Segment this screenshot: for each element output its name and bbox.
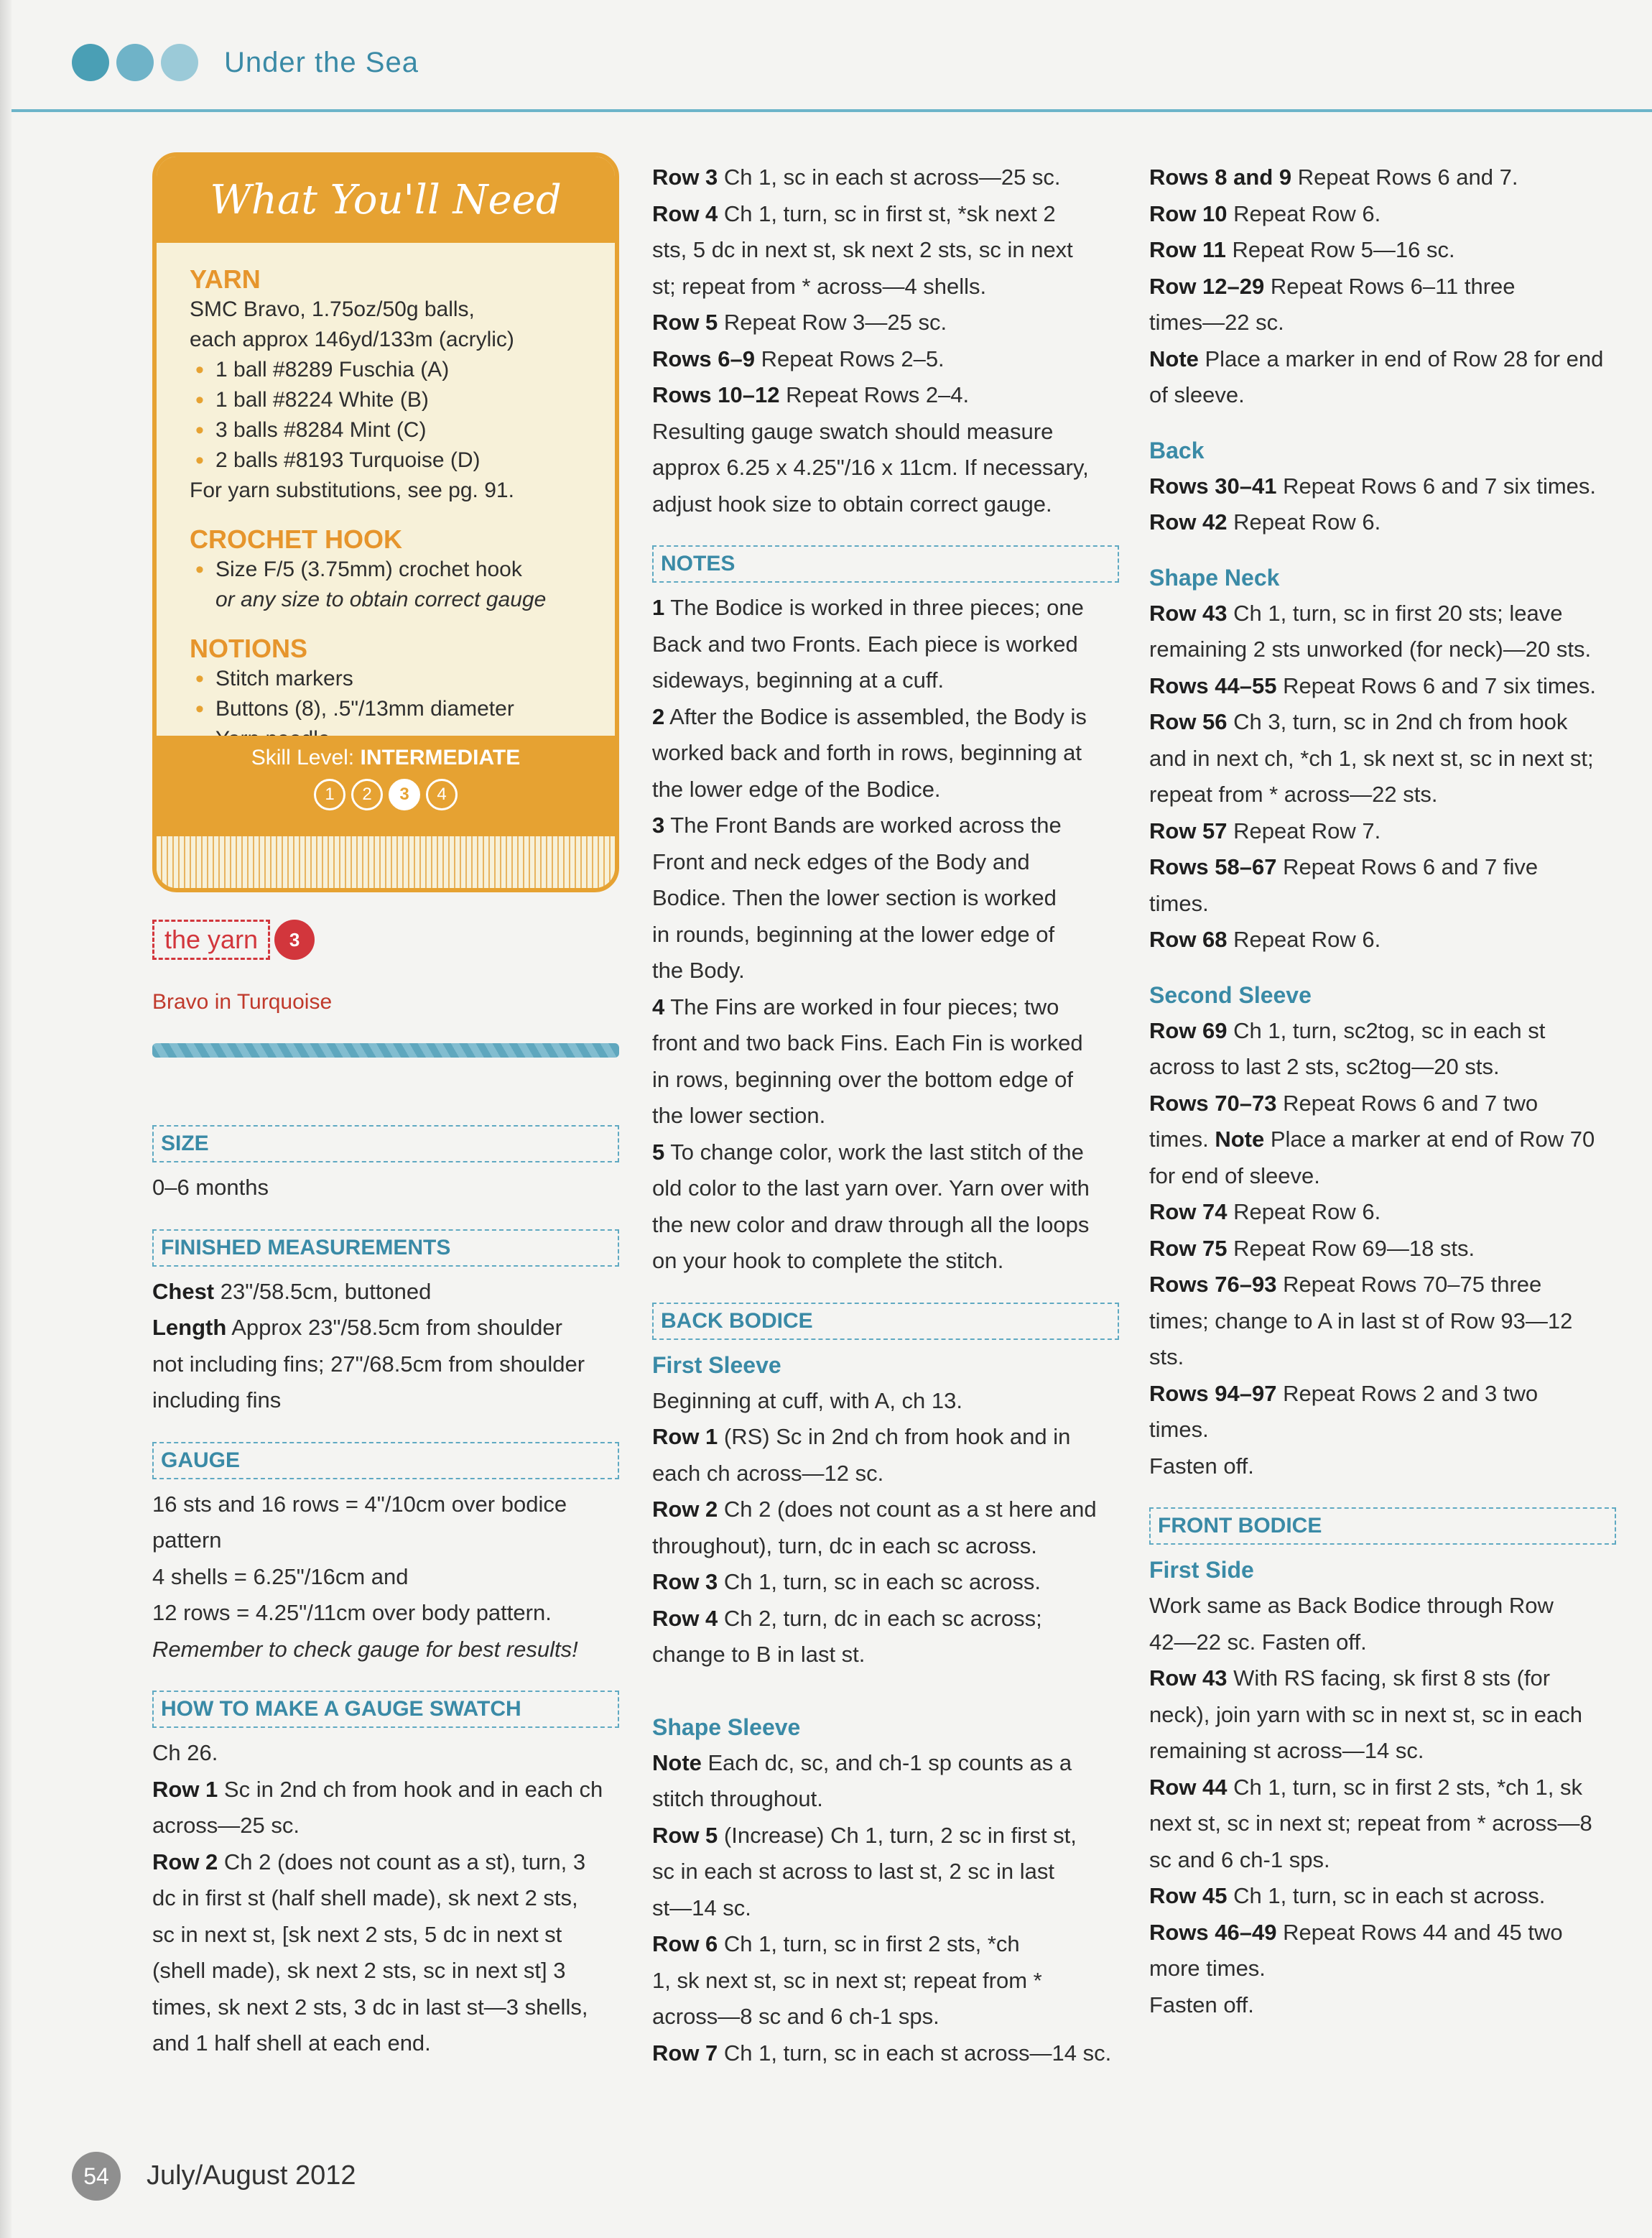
row-line: next st, sc in next st; repeat from * across—8	[1149, 1811, 1592, 1836]
row-line: change to B in last st.	[652, 1642, 866, 1667]
note-line: sideways, beginning at a cuff.	[652, 667, 945, 693]
note-line: 5 To change color, work the last stitch of the	[652, 1139, 1084, 1165]
row-line: Rows 10–12 Repeat Rows 2–4.	[652, 382, 970, 407]
note-line: 2 After the Bodice is assembled, the Body is	[652, 703, 1087, 729]
row-line: Row 75 Repeat Row 69—18 sts.	[1149, 1235, 1475, 1261]
front-bodice-heading: FRONT BODICE	[1149, 1507, 1616, 1545]
result-line: approx 6.25 x 4.25"/16 x 11cm. If necessary,	[652, 455, 1089, 480]
shape-sleeve-heading: Shape Sleeve	[652, 1714, 801, 1740]
row-line: Rows 44–55 Repeat Rows 6 and 7 six times.	[1149, 672, 1597, 698]
row-line: sc and 6 ch-1 sps.	[1149, 1846, 1330, 1872]
row-line: Row 44 Ch 1, turn, sc in first 2 sts, *ch 1, sk	[1149, 1774, 1582, 1800]
skill-value: INTERMEDIATE	[360, 746, 521, 769]
note-line: front and two back Fins. Each Fin is worked	[652, 1030, 1083, 1055]
what-youll-need-box	[152, 152, 619, 892]
yarn-heading: YARN	[190, 264, 261, 294]
row-line: Row 4 Ch 1, turn, sc in first st, *sk next 2	[652, 200, 1056, 226]
row-line: Row 74 Repeat Row 6.	[1149, 1199, 1381, 1224]
row-line: Row 42 Repeat Row 6.	[1149, 509, 1381, 535]
yarn-fringe	[157, 836, 615, 888]
need-body	[157, 243, 615, 754]
note-line: 3 The Front Bands are worked across the	[652, 813, 1062, 838]
row-line: throughout), turn, dc in each sc across.	[652, 1532, 1037, 1558]
row-line: Row 56 Ch 3, turn, sc in 2nd ch from hook	[1149, 709, 1568, 734]
row-line: across—8 sc and 6 ch-1 sps.	[652, 2004, 939, 2029]
gauge-reminder: Remember to check gauge for best results!	[152, 1636, 578, 1662]
row-line: Row 4 Ch 2, turn, dc in each sc across;	[652, 1605, 1042, 1631]
back-heading: Back	[1149, 437, 1205, 463]
row-line: Row 2 Ch 2 (does not count as a st here and	[652, 1497, 1097, 1522]
row-line: Row 45 Ch 1, turn, sc in each st across.	[1149, 1883, 1546, 1908]
note-line: in rows, beginning over the bottom edge of	[652, 1066, 1073, 1092]
skill-level	[157, 736, 615, 836]
note-line: worked back and forth in rows, beginning at	[652, 740, 1082, 765]
note-line: the lower section.	[652, 1103, 826, 1128]
skill-label: Skill Level:	[251, 746, 355, 769]
header-dot	[72, 44, 109, 81]
notion-item: • Buttons (8), .5"/13mm diameter	[190, 694, 586, 724]
yarn-name: Bravo in Turquoise	[152, 990, 333, 1014]
row-line: Fasten off.	[1149, 1992, 1254, 2017]
row-line: each ch across—12 sc.	[652, 1460, 884, 1486]
row-line: Row 10 Repeat Row 6.	[1149, 200, 1381, 226]
row-line: Row 69 Ch 1, turn, sc2tog, sc in each st	[1149, 1017, 1546, 1043]
row-line: Rows 76–93 Repeat Rows 70–75 three	[1149, 1272, 1542, 1297]
finished-measurements-heading: FINISHED MEASUREMENTS	[152, 1229, 619, 1267]
hook-item: • Size F/5 (3.75mm) crochet hook	[190, 555, 586, 585]
page-number-badge: 54	[72, 2152, 121, 2201]
row-line: of sleeve.	[1149, 382, 1245, 407]
notion-item: • Stitch markers	[190, 664, 586, 694]
row-line: stitch throughout.	[652, 1786, 823, 1811]
note-line: Bodice. Then the lower section is worked	[652, 885, 1057, 910]
row-line: 1, sk next st, sc in next st; repeat from *	[652, 1967, 1042, 1993]
first-sleeve-heading: First Sleeve	[652, 1351, 781, 1378]
swatch-line: times, sk next 2 sts, 3 dc in last st—3 shells,	[152, 1994, 588, 2020]
back-bodice-heading: BACK BODICE	[652, 1303, 1119, 1340]
yarn-label-text: the yarn	[152, 920, 270, 960]
row-line: Rows 94–97 Repeat Rows 2 and 3 two	[1149, 1380, 1539, 1406]
gauge-line: 16 sts and 16 rows = 4"/10cm over bodice	[152, 1491, 567, 1517]
column-2	[652, 159, 1119, 2071]
note-line: 1 The Bodice is worked in three pieces; one	[652, 595, 1084, 620]
hook-list	[190, 555, 586, 585]
row-line: Row 43 With RS facing, sk first 8 sts (for	[1149, 1665, 1551, 1691]
swatch-line: sc in next st, [sk next 2 sts, 5 dc in next st	[152, 1921, 562, 1947]
header-dot	[161, 44, 198, 81]
row-line: Row 11 Repeat Row 5—16 sc.	[1149, 237, 1455, 262]
row-line: Beginning at cuff, with A, ch 13.	[652, 1387, 962, 1413]
column-1	[152, 1121, 619, 2062]
row-line: Row 5 Repeat Row 3—25 sc.	[652, 310, 947, 335]
hook-heading: CROCHET HOOK	[190, 524, 402, 554]
row-line: across to last 2 sts, sc2tog—20 sts.	[1149, 1054, 1500, 1079]
row-line: Row 12–29 Repeat Rows 6–11 three	[1149, 273, 1516, 299]
second-sleeve-heading: Second Sleeve	[1149, 981, 1312, 1008]
row-line: for end of sleeve.	[1149, 1162, 1320, 1188]
row-line: Rows 8 and 9 Repeat Rows 6 and 7.	[1149, 165, 1518, 190]
yarn-list	[190, 355, 586, 476]
note-line: in rounds, beginning at the lower edge of	[652, 921, 1055, 947]
result-line: adjust hook size to obtain correct gauge.	[652, 491, 1052, 517]
note-line: the new color and draw through all the loops	[652, 1211, 1090, 1237]
header-rule	[11, 109, 1652, 112]
skill-line	[157, 736, 615, 770]
skill-scale	[157, 779, 615, 810]
row-line: st; repeat from * across—4 shells.	[652, 273, 987, 299]
row-line: Row 3 Ch 1, sc in each st across—25 sc.	[652, 165, 1061, 190]
yarn-item: • 1 ball #8224 White (B)	[190, 385, 586, 415]
note-line: the Body.	[652, 958, 745, 983]
row-line: neck), join yarn with sc in next st, sc in each	[1149, 1701, 1583, 1727]
swatch-line: Row 2 Ch 2 (does not count as a st), turn, 3	[152, 1849, 586, 1874]
row-line: Rows 70–73 Repeat Rows 6 and 7 two	[1149, 1090, 1539, 1116]
row-line: Row 57 Repeat Row 7.	[1149, 818, 1381, 843]
row-line: remaining 2 sts unworked (for neck)—20 sts.	[1149, 637, 1592, 662]
row-line: times.	[1149, 1417, 1209, 1442]
notes-heading: NOTES	[652, 545, 1119, 583]
row-line: repeat from * across—22 sts.	[1149, 782, 1438, 807]
swatch-line: and 1 half shell at each end.	[152, 2030, 431, 2056]
row-line: Row 1 (RS) Sc in 2nd ch from hook and in	[652, 1424, 1071, 1449]
yarn-item: • 2 balls #8193 Turquoise (D)	[190, 445, 586, 476]
row-line: Row 6 Ch 1, turn, sc in first 2 sts, *ch	[652, 1931, 1020, 1956]
length-line: Length Approx 23"/58.5cm from shoulder	[152, 1315, 562, 1340]
swatch-heading: HOW TO MAKE A GAUGE SWATCH	[152, 1691, 619, 1728]
page-header	[72, 37, 419, 88]
yarn-strand-image	[152, 1043, 619, 1058]
yarn-item: • 3 balls #8284 Mint (C)	[190, 415, 586, 445]
row-line: remaining st across—14 sc.	[1149, 1738, 1424, 1763]
gauge-heading: GAUGE	[152, 1442, 619, 1479]
skill-level-1: 1	[314, 779, 345, 810]
issue-date: July/August 2012	[147, 2160, 356, 2191]
length-line: including fins	[152, 1387, 282, 1412]
first-side-heading: First Side	[1149, 1557, 1254, 1583]
row-line: st—14 sc.	[652, 1895, 751, 1920]
result-line: Resulting gauge swatch should measure	[652, 418, 1054, 444]
size-heading: SIZE	[152, 1125, 619, 1162]
swatch-line: dc in first st (half shell made), sk next 2 sts,	[152, 1885, 578, 1910]
row-line: more times.	[1149, 1956, 1266, 1981]
row-line: times.	[1149, 890, 1209, 916]
need-banner	[157, 157, 615, 243]
row-line: Rows 30–41 Repeat Rows 6 and 7 six times.	[1149, 473, 1597, 499]
note-line: the lower edge of the Bodice.	[652, 776, 941, 802]
gauge-line: 12 rows = 4.25"/11cm over body pattern.	[152, 1600, 552, 1625]
need-title: What You'll Need	[210, 176, 562, 223]
yarn-substitution: For yarn substitutions, see pg. 91.	[190, 478, 514, 502]
yarn-label	[152, 920, 315, 960]
column-3	[1149, 159, 1616, 2023]
row-line: times. Note Place a marker at end of Row 70	[1149, 1127, 1595, 1152]
row-line: 42—22 sc. Fasten off.	[1149, 1629, 1367, 1655]
note-line: old color to the last yarn over. Yarn over with	[652, 1175, 1090, 1201]
shape-neck-heading: Shape Neck	[1149, 564, 1280, 591]
note-line: Front and neck edges of the Body and	[652, 849, 1030, 874]
size-text: 0–6 months	[152, 1175, 269, 1200]
length-line: not including fins; 27"/68.5cm from shoulder	[152, 1351, 585, 1377]
row-line: Note Place a marker in end of Row 28 for end	[1149, 346, 1604, 371]
note-line: 4 The Fins are worked in four pieces; two	[652, 994, 1059, 1019]
row-line: Row 43 Ch 1, turn, sc in first 20 sts; leave	[1149, 600, 1563, 626]
row-line: Rows 6–9 Repeat Rows 2–5.	[652, 346, 945, 371]
row-line: Rows 46–49 Repeat Rows 44 and 45 two	[1149, 1919, 1563, 1945]
gauge-line: 4 shells = 6.25"/16cm and	[152, 1563, 409, 1589]
row-line: Rows 58–67 Repeat Rows 6 and 7 five	[1149, 854, 1539, 879]
hook-note: or any size to obtain correct gauge	[215, 588, 547, 611]
skill-level-3: 3	[389, 779, 420, 810]
skill-level-4: 4	[426, 779, 458, 810]
header-dot	[116, 44, 154, 81]
row-line: Fasten off.	[1149, 1453, 1254, 1479]
skill-level-2: 2	[351, 779, 383, 810]
row-line: Row 5 (Increase) Ch 1, turn, 2 sc in first st,	[652, 1822, 1077, 1848]
yarn-item: • 1 ball #8289 Fuschia (A)	[190, 355, 586, 385]
row-line: Note Each dc, sc, and ch-1 sp counts as a	[652, 1749, 1072, 1775]
chest-line: Chest 23"/58.5cm, buttoned	[152, 1278, 432, 1304]
row-line: sc in each st across to last st, 2 sc in last	[652, 1859, 1054, 1884]
row-line: and in next ch, *ch 1, sk next st, sc in next st;	[1149, 745, 1594, 771]
swatch-line: (shell made), sk next 2 sts, sc in next st] 3	[152, 1958, 566, 1983]
swatch-line: Ch 26.	[152, 1740, 218, 1765]
row-line: Row 3 Ch 1, turn, sc in each sc across.	[652, 1569, 1041, 1594]
row-line: sts.	[1149, 1344, 1184, 1369]
row-line: Row 7 Ch 1, turn, sc in each st across—14 sc.	[652, 2040, 1112, 2066]
swatch-line: across—25 sc.	[152, 1813, 300, 1838]
row-line: times; change to A in last st of Row 93—12	[1149, 1308, 1573, 1333]
row-line: Work same as Back Bodice through Row	[1149, 1593, 1554, 1618]
page-spine	[0, 0, 11, 2238]
swatch-line: Row 1 Sc in 2nd ch from hook and in each ch	[152, 1776, 603, 1802]
notions-heading: NOTIONS	[190, 634, 308, 663]
row-line: times—22 sc.	[1149, 310, 1284, 335]
yarn-desc: each approx 146yd/133m (acrylic)	[190, 328, 514, 351]
note-line: Back and two Fronts. Each piece is worked	[652, 631, 1078, 657]
row-line: Row 68 Repeat Row 6.	[1149, 927, 1381, 952]
note-line: on your hook to complete the stitch.	[652, 1248, 1004, 1273]
gauge-line: pattern	[152, 1527, 222, 1553]
section-title: Under the Sea	[224, 46, 419, 78]
yarn-weight-icon: 3	[274, 920, 315, 960]
yarn-desc: SMC Bravo, 1.75oz/50g balls,	[190, 297, 475, 321]
row-line: sts, 5 dc in next st, sk next 2 sts, sc in next	[652, 237, 1073, 262]
